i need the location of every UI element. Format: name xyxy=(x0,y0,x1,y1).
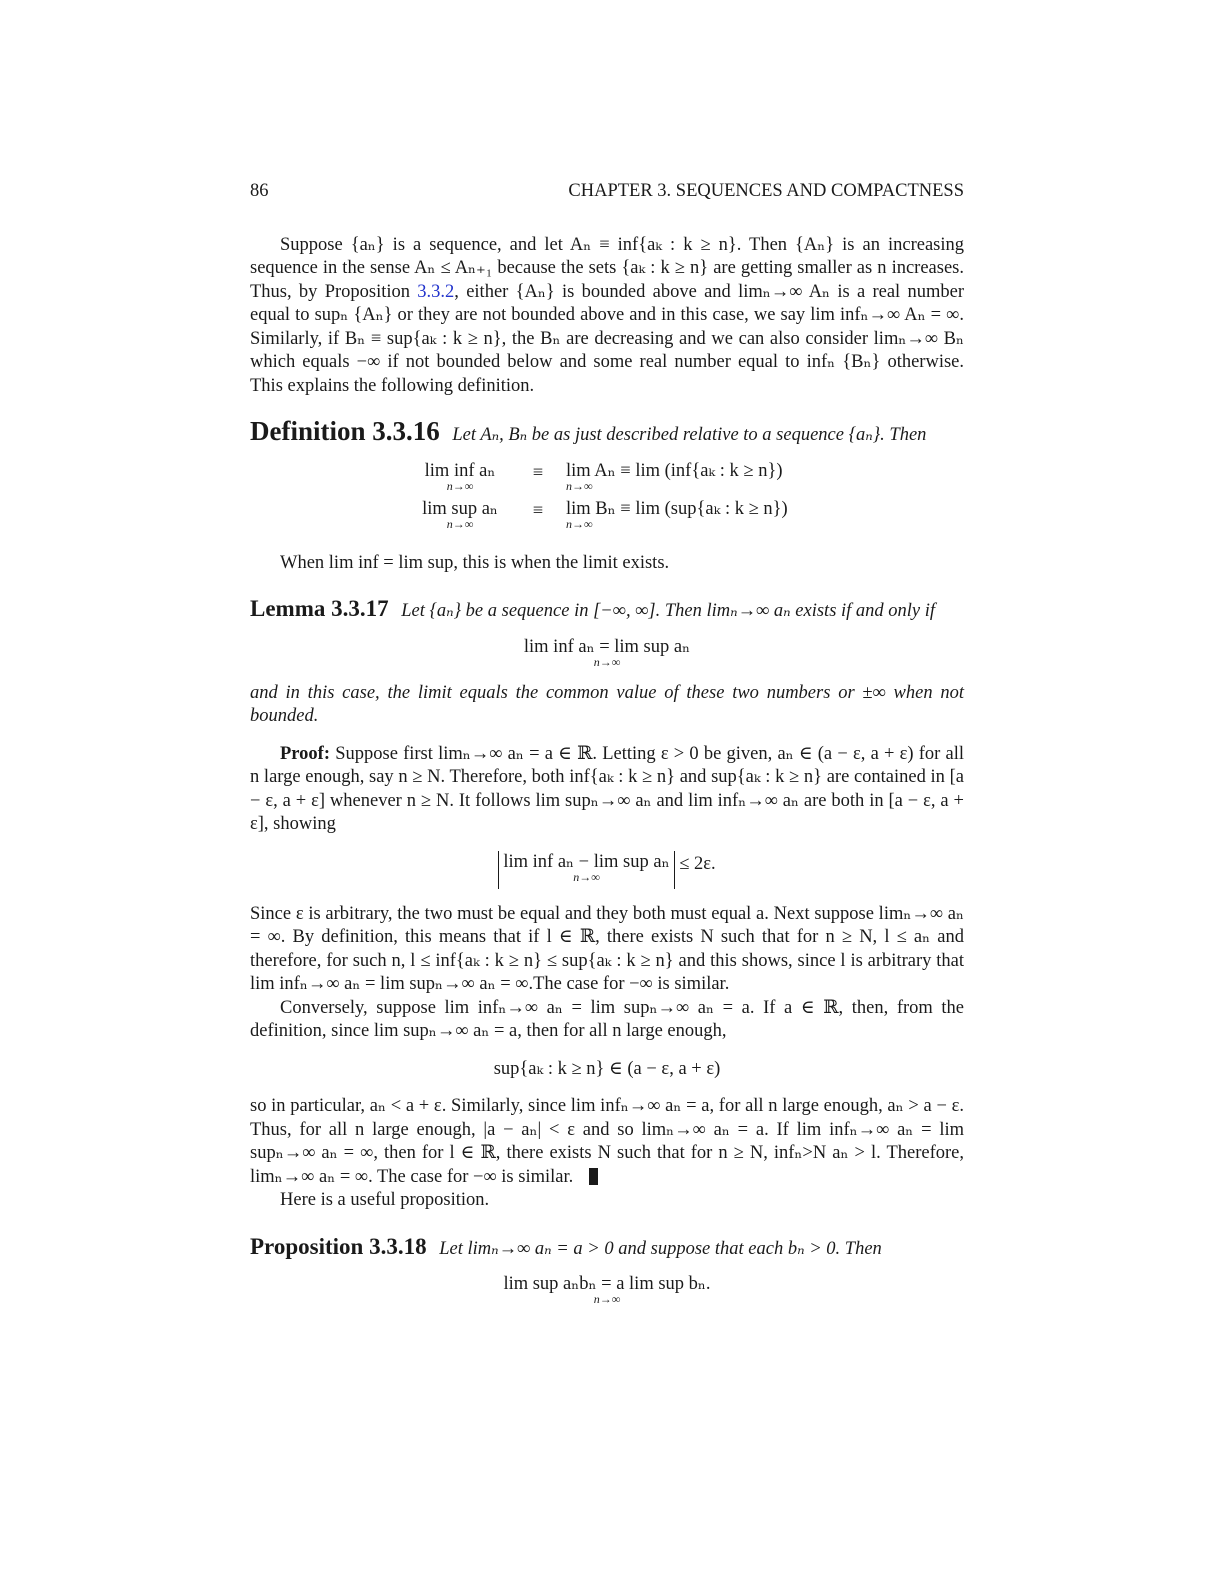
limsup-line: lim sup aₙ n→∞ ≡ lim Bₙ ≡ lim (sup{aₖ : k ≥ n}) n→∞ xyxy=(422,498,788,531)
proof-paragraph-5: Here is a useful proposition. xyxy=(280,1190,490,1210)
proof-label: Proof: xyxy=(280,743,330,764)
running-header xyxy=(250,180,964,204)
proof-paragraph-4: so in particular, aₙ < a + ε. Similarly, since lim infₙ→∞ aₙ = a, for all n large enough, aₙ > a − ε. Thus, for all n large enough, |a − aₙ| < ε and so limₙ→∞ aₙ = a. If lim infₙ→∞ aₙ = lim supₙ→∞ aₙ = ∞, then for l ∈ ℝ, there exists N such that for n ≥ N, infₙ>N aₙ > l. Therefore, limₙ→∞ aₙ = ∞. The case for −∞ is similar. xyxy=(250,1096,964,1187)
lemma-number: Lemma 3.3.17 xyxy=(250,596,389,621)
page xyxy=(250,180,964,1319)
proposition-link[interactable]: 3.3.2 xyxy=(417,281,455,302)
liminf-line: lim inf aₙ n→∞ ≡ lim Aₙ ≡ lim (inf{aₖ : k ≥ n}) n→∞ xyxy=(424,460,783,493)
proof-paragraph-3: Conversely, suppose lim infₙ→∞ aₙ = lim supₙ→∞ aₙ = a. If a ∈ ℝ, then, from the definition, since lim supₙ→∞ aₙ = a, then for all n large enough, xyxy=(250,997,964,1041)
page-number: 86 xyxy=(250,181,269,201)
definition-heading xyxy=(250,416,964,448)
definition-display xyxy=(410,462,964,538)
definition-number: Definition 3.3.16 xyxy=(250,416,440,446)
definition-remark: When lim inf = lim sup, this is when the limit exists. xyxy=(280,552,670,573)
lemma-display: lim inf aₙ = lim sup aₙ n→∞ xyxy=(523,636,691,669)
proof-paragraph-1: Proof: Suppose first limₙ→∞ aₙ = a ∈ ℝ. Letting ε > 0 be given, aₙ ∈ (a − ε, a + ε) for all n large enough, say n ≥ N. Therefore, both inf{aₖ : k ≥ n} and sup{aₖ : k ≥ n} are contained in [a − ε, a + ε] whenever n ≥ N. It follows lim supₙ→∞ aₙ and lim infₙ→∞ aₙ are both in [a − ε, a + ε], showing xyxy=(250,743,964,834)
proposition-display: lim sup aₙbₙ = a lim sup bₙ. n→∞ xyxy=(503,1274,711,1306)
proposition-statement: Let limₙ→∞ aₙ = a > 0 and suppose that each bₙ > 0. Then xyxy=(439,1238,882,1259)
proposition-number: Proposition 3.3.18 xyxy=(250,1233,427,1259)
proof-display-1: lim inf aₙ − lim sup aₙ n→∞ ≤ 2ε. xyxy=(250,851,964,889)
proposition-heading xyxy=(250,1235,964,1262)
proof-display-2: sup{aₖ : k ≥ n} ∈ (a − ε, a + ε) xyxy=(493,1058,721,1079)
lemma-conclusion: and in this case, the limit equals the common value of these two numbers or ±∞ when not bounded. xyxy=(250,682,964,726)
qed-icon xyxy=(589,1168,598,1185)
lemma-heading xyxy=(250,597,964,624)
chapter-title: CHAPTER 3. SEQUENCES AND COMPACTNESS xyxy=(568,181,964,201)
intro-paragraph: Suppose {aₙ} is a sequence, and let Aₙ ≡ inf{aₖ : k ≥ n}. Then {Aₙ} is an increasing sequence in the sense Aₙ ≤ Aₙ₊₁ because the sets {aₖ : k ≥ n} are getting smaller as n increases. Thus, by Proposition 3.3.2, either {Aₙ} is bounded above and limₙ→∞ Aₙ is a real number equal to supₙ {Aₙ} or they are not bounded above and in this case, we say lim infₙ→∞ Aₙ = ∞. Similarly, if Bₙ ≡ sup{aₖ : k ≥ n}, the Bₙ are decreasing and we can also consider limₙ→∞ Bₙ which equals −∞ if not bounded below and some real number equal to infₙ {Bₙ} otherwise. This explains the following definition. xyxy=(250,234,964,396)
lemma-statement: Let {aₙ} be a sequence in [−∞, ∞]. Then limₙ→∞ aₙ exists if and only if xyxy=(401,601,936,621)
proof-paragraph-2: Since ε is arbitrary, the two must be equal and they both must equal a. Next suppose limₙ→∞ aₙ = ∞. By definition, this means that if l ∈ ℝ, there exists N such that for n ≥ N, l ≤ aₙ and therefore, for such n, l ≤ inf{aₖ : k ≥ n} ≤ sup{aₖ : k ≥ n} and this shows, since l is arbitrary that lim infₙ→∞ aₙ = lim supₙ→∞ aₙ = ∞.The case for −∞ is similar. xyxy=(250,903,964,994)
definition-statement: Let Aₙ, Bₙ be as just described relative to a sequence {aₙ}. Then xyxy=(452,425,927,445)
absolute-value: lim inf aₙ − lim sup aₙ n→∞ xyxy=(498,851,674,889)
